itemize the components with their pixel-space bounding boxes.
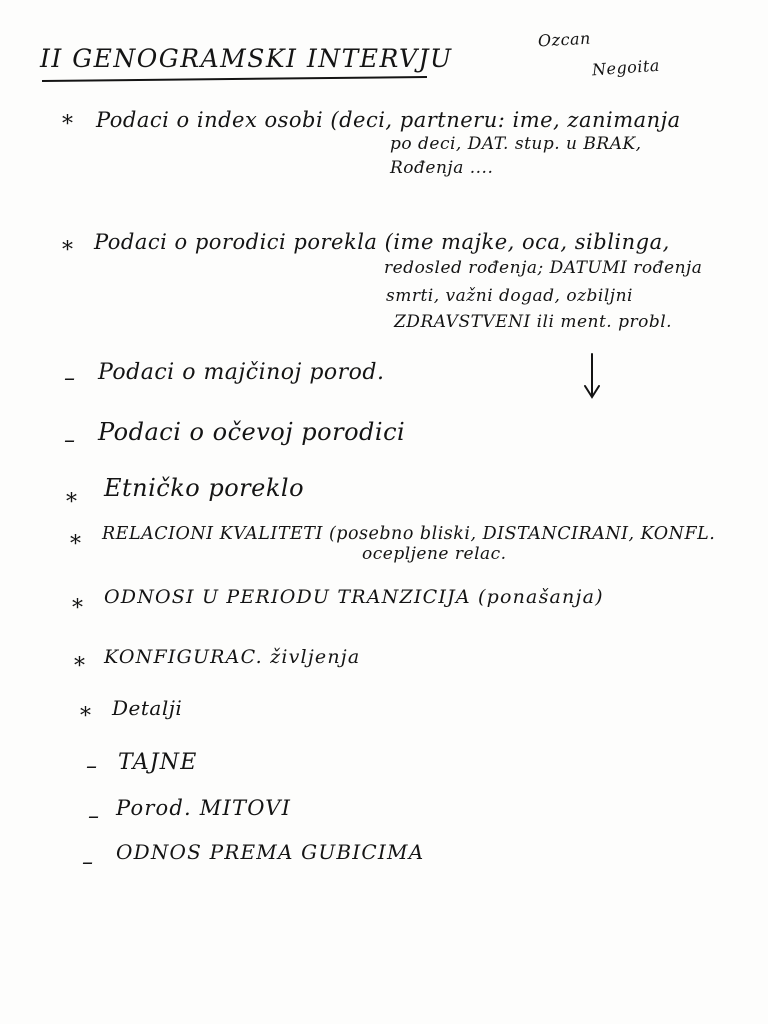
dash-marker: – [86, 754, 98, 779]
bullet-marker: * [62, 112, 74, 137]
bullet-marker: * [66, 490, 78, 515]
list-item-mother-family: Podaci o majčinoj porod. [98, 360, 385, 385]
list-item-ethnic-origin: Etničko poreklo [104, 474, 305, 502]
list-item-continuation: po deci, DAT. stup. u BRAK, [390, 134, 642, 154]
bullet-marker: * [70, 532, 82, 557]
dash-marker: – [82, 850, 94, 875]
bullet-marker: * [74, 654, 86, 679]
bullet-marker: * [72, 596, 84, 621]
bullet-marker: * [62, 238, 74, 263]
bullet-marker: * [80, 704, 92, 729]
list-item-continuation: ZDRAVSTVENI ili ment. probl. [394, 312, 673, 332]
list-item-continuation: ocepljene relac. [362, 544, 507, 564]
list-item-family-myths: Porod. MITOVI [116, 796, 292, 820]
list-item-living-configuration: KONFIGURAC. življenja [104, 646, 361, 668]
list-item-continuation: Rođenja .... [390, 158, 494, 178]
title-underline [42, 76, 427, 82]
page-title: II GENOGRAMSKI INTERVJU [40, 44, 453, 73]
down-arrow-icon [582, 352, 602, 400]
dash-marker: – [64, 366, 76, 391]
list-item-family-origin: Podaci o porodici porekla (ime majke, oca, siblinga, [94, 230, 670, 254]
list-item-continuation: redosled rođenja; DATUMI rođenja [384, 258, 703, 278]
list-item-details: Detalji [112, 696, 183, 720]
list-item-transition-relations: ODNOSI U PERIODU TRANZICIJA (ponašanja) [104, 586, 604, 608]
list-item-index-person: Podaci o index osobi (deci, partneru: ime, zanimanja [96, 108, 681, 132]
dash-marker: – [64, 428, 76, 453]
list-item-continuation: smrti, važni dogad, ozbiljni [386, 286, 633, 306]
list-item-father-family: Podaci o očevoj porodici [98, 418, 406, 446]
list-item-attitude-to-loss: ODNOS PREMA GUBICIMA [116, 840, 425, 864]
list-item-secrets: TAJNE [118, 750, 198, 775]
corner-note-line-2: Negoita [591, 55, 661, 80]
corner-note-line-1: Ozcan [537, 28, 592, 51]
list-item-relational-qualities: RELACIONI KVALITETI (posebno bliski, DISTANCIRANI, KONFL. [102, 524, 716, 544]
dash-marker: – [88, 804, 100, 829]
